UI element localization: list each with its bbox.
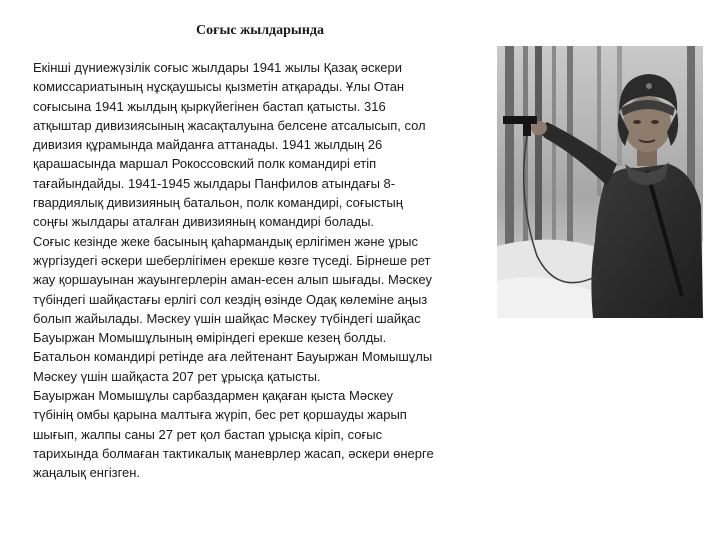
body-line: соғысына 1941 жылдың қыркүйегінен бастап қатысты. 316	[33, 98, 386, 114]
body-line: қарашасында маршал Рокоссовский полк командирі етіп	[33, 156, 377, 172]
body-line: шығып, жалпы саны 27 рет қол бастап ұрысқа кіріп, соғыс	[33, 426, 383, 442]
body-line: жүргізудегі әскери шеберлігімен ерекше көзге түседі. Бірнеше рет	[33, 252, 431, 268]
body-line: тағайындайды. 1941-1945 жылдары Панфилов атындағы 8-	[33, 175, 396, 191]
body-line: комиссариатының нұсқаушысы қызметін атқарады. Ұлы Отан	[33, 79, 405, 95]
body-line: түбінің омбы қарына малтыға жүріп, бес рет қоршауды жарып	[33, 407, 407, 423]
body-line: жау қоршауынан жауынгерлерін аман-есен алып шығады. Мәскеу	[33, 272, 432, 288]
body-line: Екінші дүниежүзілік соғыс жылдары 1941 жылы Қазақ әскери	[33, 60, 403, 75]
document-body	[33, 58, 485, 483]
body-line: Соғыс кезінде жеке басының қаһармандық ерлігімен және ұрыс	[33, 233, 418, 249]
body-line: түбіндегі шайқастағы ерлігі сол кездің өзінде Одақ көлеміне аңыз	[33, 291, 428, 307]
body-line: дивизия құрамында майданға аттанады. 1941 жылдың 26	[33, 137, 383, 153]
document-title: Соғыс жылдарында	[196, 23, 324, 38]
body-line: атқыштар дивизиясының жасақталуына белсене атсалысып, сол	[33, 117, 426, 133]
body-line: Мәскеу үшін шайқаста 207 рет ұрысқа қатысты.	[33, 368, 321, 384]
body-line: Бауыржан Момышұлының өміріндегі ерекше кезең болды.	[33, 330, 387, 346]
body-line: болып жайылады. Мәскеу үшін шайқас Мәскеу түбіндегі шайқас	[33, 310, 421, 326]
body-line: тарихында болмаған тактикалық маневрлер жасап, әскери өнерге	[33, 445, 434, 461]
soldier-photo	[497, 46, 703, 318]
body-line: соңғы жылдары аталған дивизияның командирі болады.	[33, 214, 375, 230]
body-line: гвардиялық дивизияның батальон, полк командирі, соғыстың	[33, 195, 403, 211]
body-line: Бауыржан Момышұлы сарбаздармен қақаған қыста Мәскеу	[33, 388, 393, 404]
body-line: Батальон командирі ретінде аға лейтенант Бауыржан Момышұлы	[33, 349, 433, 365]
body-line: жаңалық енгізген.	[33, 465, 141, 481]
